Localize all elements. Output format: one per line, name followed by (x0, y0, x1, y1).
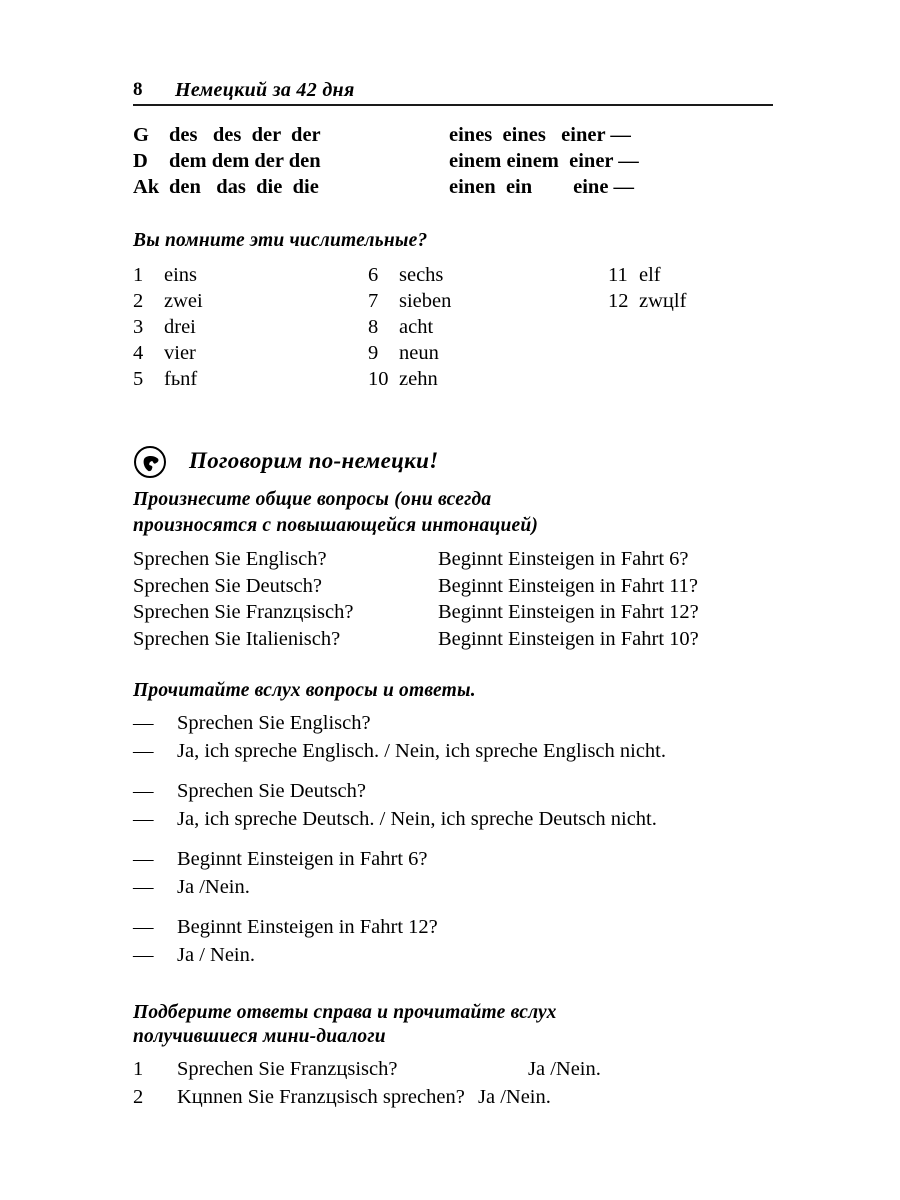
numeral-digit: 12 (608, 290, 629, 312)
question-pair-row (133, 628, 793, 655)
definite-articles-genitive: des des der der (169, 124, 321, 146)
dialogue-answer: Ja /Nein. (177, 875, 250, 898)
question-pair-row (133, 575, 793, 602)
numeral-digit: 1 (133, 264, 144, 286)
question-left: Sprechen Sie Deutsch? (133, 574, 322, 597)
numeral-word: sieben (399, 290, 452, 312)
dialogue-group (133, 780, 813, 835)
list-item (133, 342, 203, 368)
numeral-word: drei (164, 316, 196, 338)
numeral-digit: 9 (368, 342, 379, 364)
dialogue-answer-line (133, 944, 813, 972)
list-item (608, 290, 686, 316)
dialogue-answer: Ja / Nein. (177, 943, 255, 966)
matching-answer: Ja /Nein. (528, 1058, 601, 1080)
numeral-word: vier (164, 342, 196, 364)
em-dash: — (133, 739, 154, 762)
list-item (133, 264, 203, 290)
dialogue-question: Sprechen Sie Englisch? (177, 712, 371, 734)
numeral-digit: 10 (368, 368, 389, 390)
dialogue-group (133, 712, 813, 767)
numeral-word: elf (639, 264, 661, 286)
dialogue-question-line (133, 712, 813, 740)
dialogue-answer: Ja, ich spreche Englisch. / Nein, ich spreche Englisch nicht. (177, 739, 667, 762)
matching-heading-line-2: получившиеся мини-диалоги (133, 1026, 386, 1047)
matching-row (133, 1086, 813, 1114)
em-dash: — (133, 780, 154, 802)
indefinite-articles-dative: einem einem einer — (449, 150, 639, 172)
definite-articles-accusative: den das die die (169, 176, 319, 198)
list-item (368, 368, 451, 394)
dialogues-list (133, 712, 813, 984)
question-left: Sprechen Sie Franzцsisch? (133, 601, 354, 623)
matching-question: Sprechen Sie Franzцsisch? (177, 1058, 398, 1080)
question-left: Sprechen Sie Englisch? (133, 548, 327, 570)
definite-articles-dative: dem dem der den (169, 150, 321, 172)
question-right: Beginnt Einsteigen in Fahrt 11? (438, 574, 699, 597)
em-dash: — (133, 712, 154, 734)
numeral-digit: 3 (133, 316, 144, 338)
numeral-digit: 7 (368, 290, 379, 312)
numerals-column-2 (368, 264, 451, 394)
list-item (133, 368, 203, 394)
question-pairs-list (133, 548, 793, 654)
em-dash: — (133, 807, 154, 830)
case-label-accusative: Ak (133, 176, 160, 198)
indefinite-articles-genitive: eines eines einer — (449, 124, 631, 146)
case-label-genitive: G (133, 124, 149, 146)
case-label-dative: D (133, 150, 148, 172)
em-dash: — (133, 916, 154, 938)
question-pair-row (133, 548, 793, 575)
matching-row (133, 1058, 813, 1086)
numerals-column-1 (133, 264, 203, 394)
indefinite-articles-accusative: einen ein eine — (449, 176, 635, 198)
dialogue-group (133, 916, 813, 971)
matching-question: Kцnnen Sie Franzцsisch sprechen? (177, 1085, 465, 1108)
numeral-word: zehn (399, 368, 438, 390)
dialogue-question: Beginnt Einsteigen in Fahrt 12? (177, 916, 438, 938)
numeral-digit: 2 (133, 290, 144, 312)
matching-list (133, 1058, 813, 1113)
book-title: Немецкий за 42 дня (175, 79, 355, 101)
dialogue-question-line (133, 780, 813, 808)
numeral-word: fьnf (164, 368, 198, 390)
question-pair-row (133, 601, 793, 628)
em-dash: — (133, 943, 154, 966)
em-dash: — (133, 848, 154, 870)
list-item (133, 290, 203, 316)
numerals-heading: Вы помните эти числительные? (133, 230, 428, 251)
numeral-digit: 8 (368, 316, 379, 338)
dialogue-question-line (133, 916, 813, 944)
numeral-digit: 5 (133, 368, 144, 390)
list-item (368, 342, 451, 368)
question-right: Beginnt Einsteigen in Fahrt 6? (438, 548, 689, 570)
pronounce-instruction-line-2: произносятся с повышающейся интонацией) (133, 515, 539, 536)
matching-number: 2 (133, 1085, 144, 1108)
numeral-word: zwцlf (639, 290, 687, 312)
em-dash: — (133, 875, 154, 898)
question-left: Sprechen Sie Italienisch? (133, 627, 341, 650)
table-row (133, 124, 773, 150)
list-item (133, 316, 203, 342)
numeral-digit: 11 (608, 264, 628, 286)
table-row (133, 150, 773, 176)
dialogue-answer-line (133, 808, 813, 836)
dialogue-question-line (133, 848, 813, 876)
dialogue-answer: Ja, ich spreche Deutsch. / Nein, ich spreche Deutsch nicht. (177, 807, 657, 830)
telephone-in-circle-icon (133, 445, 167, 479)
matching-number: 1 (133, 1058, 144, 1080)
question-right: Beginnt Einsteigen in Fahrt 10? (438, 627, 699, 650)
declension-table (133, 124, 773, 202)
matching-heading-line-1: Подберите ответы справа и прочитайте вслух (133, 1002, 557, 1023)
list-item (368, 264, 451, 290)
numeral-word: eins (164, 264, 198, 286)
numeral-word: zwei (164, 290, 203, 312)
numeral-digit: 6 (368, 264, 379, 286)
numerals-column-3 (608, 264, 686, 316)
table-row (133, 176, 773, 202)
dialogue-answer-line (133, 876, 813, 904)
numeral-word: acht (399, 316, 434, 338)
dialogue-group (133, 848, 813, 903)
pronounce-instruction-line-1: Произнесите общие вопросы (они всегда (133, 489, 492, 510)
numeral-word: neun (399, 342, 439, 364)
read-aloud-heading: Прочитайте вслух вопросы и ответы. (133, 680, 476, 701)
numeral-word: sechs (399, 264, 444, 286)
header-rule (133, 104, 773, 106)
dialogue-question: Sprechen Sie Deutsch? (177, 780, 366, 802)
list-item (368, 316, 451, 342)
question-right: Beginnt Einsteigen in Fahrt 12? (438, 601, 699, 623)
dialogue-answer-line (133, 740, 813, 768)
list-item (368, 290, 451, 316)
list-item (608, 264, 686, 290)
speak-section-title: Поговорим по-немецки! (189, 448, 439, 473)
matching-answer: Ja /Nein. (478, 1085, 551, 1108)
numeral-digit: 4 (133, 342, 144, 364)
page-number: 8 (133, 79, 143, 100)
dialogue-question: Beginnt Einsteigen in Fahrt 6? (177, 848, 428, 870)
